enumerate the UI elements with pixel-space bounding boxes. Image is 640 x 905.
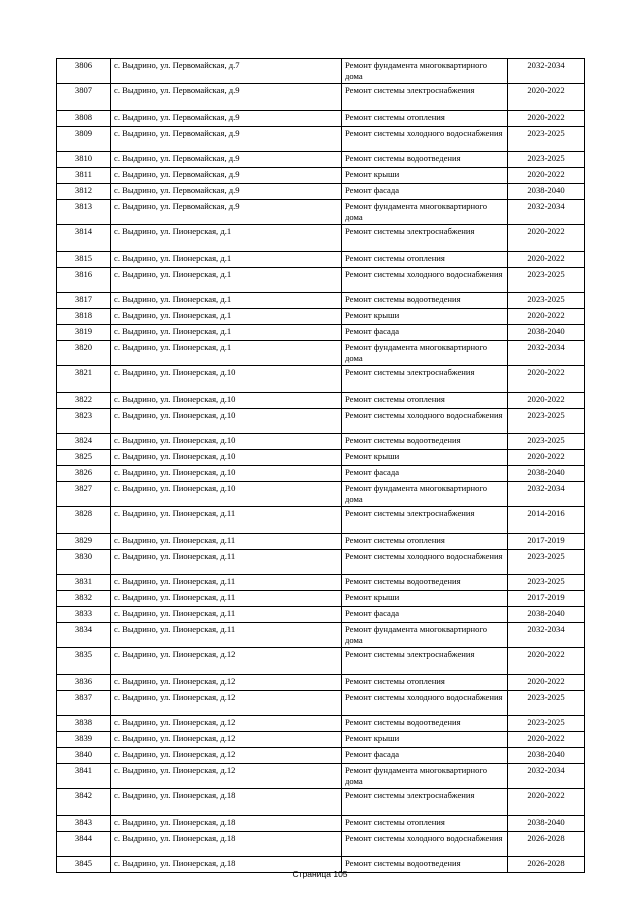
period-cell: 2020-2022 xyxy=(508,789,585,816)
row-number: 3810 xyxy=(57,152,111,168)
work-type-cell: Ремонт фундамента многоквартирного дома xyxy=(342,623,508,648)
address-cell: с. Выдрино, ул. Пионерская, д.1 xyxy=(111,325,342,341)
address-cell: с. Выдрино, ул. Пионерская, д.10 xyxy=(111,466,342,482)
address-cell: с. Выдрино, ул. Пионерская, д.12 xyxy=(111,648,342,675)
address-cell: с. Выдрино, ул. Пионерская, д.11 xyxy=(111,591,342,607)
period-cell: 2023-2025 xyxy=(508,152,585,168)
row-number: 3817 xyxy=(57,293,111,309)
row-number: 3823 xyxy=(57,409,111,434)
work-type-cell: Ремонт системы холодного водоснабжения xyxy=(342,832,508,857)
address-cell: с. Выдрино, ул. Пионерская, д.11 xyxy=(111,507,342,534)
period-cell: 2038-2040 xyxy=(508,325,585,341)
address-cell: с. Выдрино, ул. Первомайская, д.7 xyxy=(111,59,342,84)
address-cell: с. Выдрино, ул. Пионерская, д.11 xyxy=(111,550,342,575)
row-number: 3816 xyxy=(57,268,111,293)
work-type-cell: Ремонт системы холодного водоснабжения xyxy=(342,691,508,716)
address-cell: с. Выдрино, ул. Пионерская, д.1 xyxy=(111,268,342,293)
row-number: 3841 xyxy=(57,764,111,789)
table-row xyxy=(57,225,585,252)
table-row xyxy=(57,534,585,550)
work-type-cell: Ремонт фундамента многоквартирного дома xyxy=(342,482,508,507)
period-cell: 2023-2025 xyxy=(508,409,585,434)
period-cell: 2038-2040 xyxy=(508,816,585,832)
table-row xyxy=(57,716,585,732)
table-row xyxy=(57,450,585,466)
period-cell: 2032-2034 xyxy=(508,764,585,789)
row-number: 3834 xyxy=(57,623,111,648)
work-type-cell: Ремонт системы электроснабжения xyxy=(342,648,508,675)
work-type-cell: Ремонт крыши xyxy=(342,168,508,184)
table-row xyxy=(57,293,585,309)
address-cell: с. Выдрино, ул. Пионерская, д.18 xyxy=(111,857,342,873)
period-cell: 2020-2022 xyxy=(508,450,585,466)
row-number: 3827 xyxy=(57,482,111,507)
table-row xyxy=(57,184,585,200)
work-type-cell: Ремонт крыши xyxy=(342,309,508,325)
row-number: 3832 xyxy=(57,591,111,607)
table-row xyxy=(57,84,585,111)
table-row xyxy=(57,550,585,575)
period-cell: 2032-2034 xyxy=(508,623,585,648)
address-cell: с. Выдрино, ул. Первомайская, д.9 xyxy=(111,127,342,152)
work-type-cell: Ремонт системы холодного водоснабжения xyxy=(342,127,508,152)
address-cell: с. Выдрино, ул. Первомайская, д.9 xyxy=(111,152,342,168)
work-type-cell: Ремонт системы холодного водоснабжения xyxy=(342,409,508,434)
address-cell: с. Выдрино, ул. Пионерская, д.1 xyxy=(111,309,342,325)
period-cell: 2014-2016 xyxy=(508,507,585,534)
address-cell: с. Выдрино, ул. Пионерская, д.12 xyxy=(111,691,342,716)
table-row xyxy=(57,325,585,341)
address-cell: с. Выдрино, ул. Пионерская, д.18 xyxy=(111,832,342,857)
table-row xyxy=(57,111,585,127)
table-row xyxy=(57,252,585,268)
address-cell: с. Выдрино, ул. Первомайская, д.9 xyxy=(111,184,342,200)
row-number: 3811 xyxy=(57,168,111,184)
work-type-cell: Ремонт системы электроснабжения xyxy=(342,789,508,816)
address-cell: с. Выдрино, ул. Пионерская, д.10 xyxy=(111,409,342,434)
work-type-cell: Ремонт системы электроснабжения xyxy=(342,84,508,111)
work-type-cell: Ремонт системы холодного водоснабжения xyxy=(342,550,508,575)
period-cell: 2023-2025 xyxy=(508,716,585,732)
period-cell: 2020-2022 xyxy=(508,111,585,127)
address-cell: с. Выдрино, ул. Пионерская, д.10 xyxy=(111,434,342,450)
row-number: 3806 xyxy=(57,59,111,84)
work-type-cell: Ремонт фундамента многоквартирного дома xyxy=(342,200,508,225)
address-cell: с. Выдрино, ул. Пионерская, д.11 xyxy=(111,534,342,550)
work-type-cell: Ремонт системы водоотведения xyxy=(342,716,508,732)
address-cell: с. Выдрино, ул. Пионерская, д.12 xyxy=(111,675,342,691)
period-cell: 2038-2040 xyxy=(508,184,585,200)
address-cell: с. Выдрино, ул. Пионерская, д.12 xyxy=(111,748,342,764)
address-cell: с. Выдрино, ул. Первомайская, д.9 xyxy=(111,111,342,127)
repair-schedule-table xyxy=(56,58,585,873)
address-cell: с. Выдрино, ул. Пионерская, д.12 xyxy=(111,716,342,732)
row-number: 3813 xyxy=(57,200,111,225)
page-footer xyxy=(0,869,640,879)
period-cell: 2023-2025 xyxy=(508,550,585,575)
row-number: 3820 xyxy=(57,341,111,366)
period-cell: 2023-2025 xyxy=(508,434,585,450)
row-number: 3807 xyxy=(57,84,111,111)
row-number: 3819 xyxy=(57,325,111,341)
address-cell: с. Выдрино, ул. Пионерская, д.10 xyxy=(111,482,342,507)
work-type-cell: Ремонт системы отопления xyxy=(342,393,508,409)
table-row xyxy=(57,816,585,832)
work-type-cell: Ремонт системы отопления xyxy=(342,534,508,550)
table-row xyxy=(57,623,585,648)
period-cell: 2020-2022 xyxy=(508,648,585,675)
table-row xyxy=(57,832,585,857)
period-cell: 2038-2040 xyxy=(508,466,585,482)
table-row xyxy=(57,393,585,409)
row-number: 3815 xyxy=(57,252,111,268)
work-type-cell: Ремонт системы отопления xyxy=(342,675,508,691)
row-number: 3840 xyxy=(57,748,111,764)
period-cell: 2038-2040 xyxy=(508,607,585,623)
period-cell: 2038-2040 xyxy=(508,748,585,764)
work-type-cell: Ремонт системы отопления xyxy=(342,816,508,832)
work-type-cell: Ремонт фасада xyxy=(342,184,508,200)
address-cell: с. Выдрино, ул. Пионерская, д.10 xyxy=(111,450,342,466)
address-cell: с. Выдрино, ул. Пионерская, д.18 xyxy=(111,789,342,816)
work-type-cell: Ремонт фундамента многоквартирного дома xyxy=(342,341,508,366)
row-number: 3826 xyxy=(57,466,111,482)
table-row xyxy=(57,466,585,482)
table-row xyxy=(57,575,585,591)
table-row xyxy=(57,127,585,152)
period-cell: 2020-2022 xyxy=(508,366,585,393)
row-number: 3809 xyxy=(57,127,111,152)
table-row xyxy=(57,309,585,325)
row-number: 3844 xyxy=(57,832,111,857)
table-row xyxy=(57,764,585,789)
work-type-cell: Ремонт крыши xyxy=(342,591,508,607)
row-number: 3824 xyxy=(57,434,111,450)
address-cell: с. Выдрино, ул. Пионерская, д.11 xyxy=(111,623,342,648)
address-cell: с. Выдрино, ул. Пионерская, д.18 xyxy=(111,816,342,832)
row-number: 3828 xyxy=(57,507,111,534)
table-row xyxy=(57,168,585,184)
row-number: 3838 xyxy=(57,716,111,732)
period-cell: 2020-2022 xyxy=(508,393,585,409)
work-type-cell: Ремонт системы электроснабжения xyxy=(342,225,508,252)
table-row xyxy=(57,748,585,764)
period-cell: 2026-2028 xyxy=(508,832,585,857)
address-cell: с. Выдрино, ул. Первомайская, д.9 xyxy=(111,200,342,225)
table-row xyxy=(57,366,585,393)
period-cell: 2023-2025 xyxy=(508,127,585,152)
address-cell: с. Выдрино, ул. Пионерская, д.1 xyxy=(111,293,342,309)
table-row xyxy=(57,409,585,434)
row-number: 3843 xyxy=(57,816,111,832)
address-cell: с. Выдрино, ул. Пионерская, д.10 xyxy=(111,393,342,409)
table-row xyxy=(57,434,585,450)
row-number: 3825 xyxy=(57,450,111,466)
table-row xyxy=(57,200,585,225)
table-body xyxy=(57,59,585,873)
row-number: 3837 xyxy=(57,691,111,716)
work-type-cell: Ремонт фасада xyxy=(342,466,508,482)
row-number: 3831 xyxy=(57,575,111,591)
period-cell: 2023-2025 xyxy=(508,575,585,591)
address-cell: с. Выдрино, ул. Пионерская, д.11 xyxy=(111,607,342,623)
table-row xyxy=(57,691,585,716)
table-row xyxy=(57,789,585,816)
row-number: 3830 xyxy=(57,550,111,575)
row-number: 3812 xyxy=(57,184,111,200)
row-number: 3833 xyxy=(57,607,111,623)
period-cell: 2026-2028 xyxy=(508,857,585,873)
work-type-cell: Ремонт системы водоотведения xyxy=(342,575,508,591)
table-row xyxy=(57,482,585,507)
address-cell: с. Выдрино, ул. Пионерская, д.12 xyxy=(111,732,342,748)
work-type-cell: Ремонт системы водоотведения xyxy=(342,293,508,309)
work-type-cell: Ремонт крыши xyxy=(342,450,508,466)
period-cell: 2020-2022 xyxy=(508,732,585,748)
period-cell: 2032-2034 xyxy=(508,482,585,507)
row-number: 3829 xyxy=(57,534,111,550)
work-type-cell: Ремонт фасада xyxy=(342,607,508,623)
period-cell: 2020-2022 xyxy=(508,84,585,111)
address-cell: с. Выдрино, ул. Пионерская, д.10 xyxy=(111,366,342,393)
period-cell: 2020-2022 xyxy=(508,168,585,184)
address-cell: с. Выдрино, ул. Первомайская, д.9 xyxy=(111,84,342,111)
row-number: 3835 xyxy=(57,648,111,675)
row-number: 3839 xyxy=(57,732,111,748)
row-number: 3821 xyxy=(57,366,111,393)
work-type-cell: Ремонт системы водоотведения xyxy=(342,152,508,168)
work-type-cell: Ремонт системы водоотведения xyxy=(342,857,508,873)
period-cell: 2020-2022 xyxy=(508,309,585,325)
address-cell: с. Выдрино, ул. Пионерская, д.1 xyxy=(111,252,342,268)
period-cell: 2032-2034 xyxy=(508,59,585,84)
row-number: 3808 xyxy=(57,111,111,127)
work-type-cell: Ремонт системы водоотведения xyxy=(342,434,508,450)
period-cell: 2023-2025 xyxy=(508,293,585,309)
work-type-cell: Ремонт системы электроснабжения xyxy=(342,507,508,534)
work-type-cell: Ремонт фундамента многоквартирного дома xyxy=(342,59,508,84)
row-number: 3814 xyxy=(57,225,111,252)
period-cell: 2020-2022 xyxy=(508,675,585,691)
period-cell: 2017-2019 xyxy=(508,534,585,550)
row-number: 3822 xyxy=(57,393,111,409)
address-cell: с. Выдрино, ул. Пионерская, д.12 xyxy=(111,764,342,789)
row-number: 3836 xyxy=(57,675,111,691)
table-row xyxy=(57,341,585,366)
period-cell: 2023-2025 xyxy=(508,691,585,716)
work-type-cell: Ремонт системы электроснабжения xyxy=(342,366,508,393)
address-cell: с. Выдрино, ул. Первомайская, д.9 xyxy=(111,168,342,184)
table-row xyxy=(57,732,585,748)
work-type-cell: Ремонт фундамента многоквартирного дома xyxy=(342,764,508,789)
table-row xyxy=(57,152,585,168)
work-type-cell: Ремонт крыши xyxy=(342,732,508,748)
row-number: 3845 xyxy=(57,857,111,873)
address-cell: с. Выдрино, ул. Пионерская, д.11 xyxy=(111,575,342,591)
table-row xyxy=(57,675,585,691)
work-type-cell: Ремонт системы отопления xyxy=(342,252,508,268)
work-type-cell: Ремонт системы холодного водоснабжения xyxy=(342,268,508,293)
table-row xyxy=(57,59,585,84)
period-cell: 2020-2022 xyxy=(508,225,585,252)
table-row xyxy=(57,507,585,534)
table-row xyxy=(57,607,585,623)
period-cell: 2023-2025 xyxy=(508,268,585,293)
row-number: 3818 xyxy=(57,309,111,325)
address-cell: с. Выдрино, ул. Пионерская, д.1 xyxy=(111,341,342,366)
work-type-cell: Ремонт фасада xyxy=(342,748,508,764)
period-cell: 2032-2034 xyxy=(508,341,585,366)
period-cell: 2017-2019 xyxy=(508,591,585,607)
work-type-cell: Ремонт системы отопления xyxy=(342,111,508,127)
table-row xyxy=(57,648,585,675)
table-row xyxy=(57,268,585,293)
period-cell: 2032-2034 xyxy=(508,200,585,225)
address-cell: с. Выдрино, ул. Пионерская, д.1 xyxy=(111,225,342,252)
page-number: Страница 105 xyxy=(292,869,348,879)
row-number: 3842 xyxy=(57,789,111,816)
table-row xyxy=(57,591,585,607)
period-cell: 2020-2022 xyxy=(508,252,585,268)
work-type-cell: Ремонт фасада xyxy=(342,325,508,341)
